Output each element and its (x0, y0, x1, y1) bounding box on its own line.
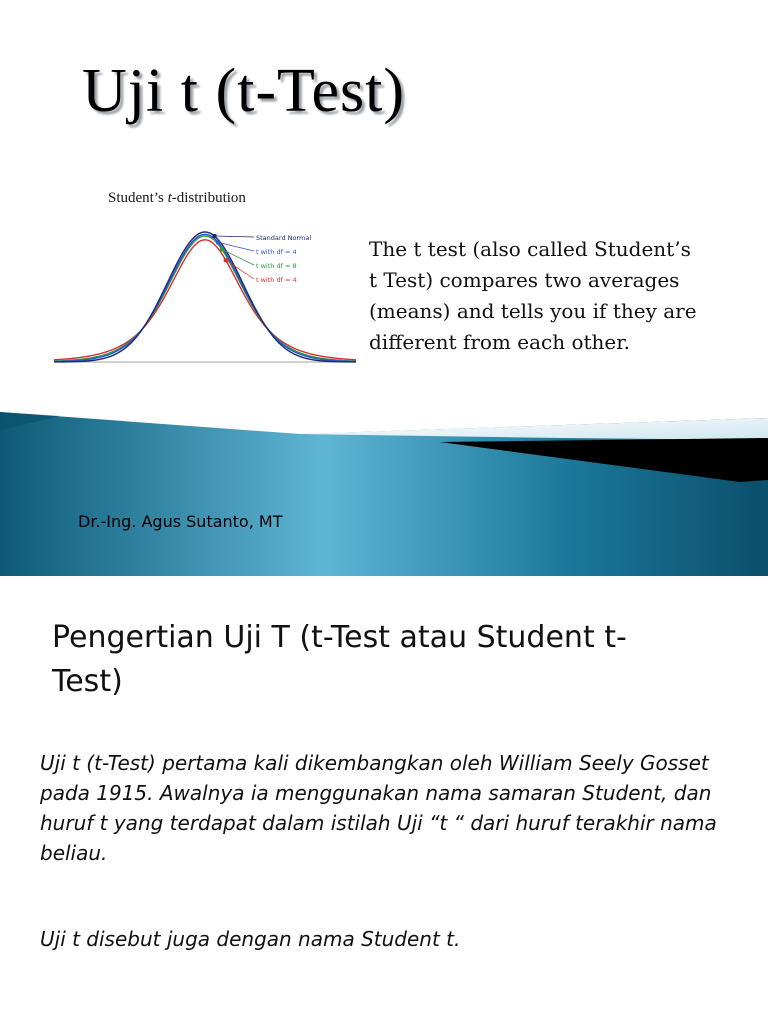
legend-marker (212, 234, 216, 238)
decorative-band (0, 412, 768, 576)
paragraph-history: Uji t (t-Test) pertama kali dikembangkan oleh William Seely Gosset pada 1915. Awalnya ia menggunakan nama samaran Student, dan huruf t yang terdapat dalam istilah Uji “t “ dari huruf terakhir nama beliau. (40, 751, 717, 865)
legend-label: t with df = 4 (256, 276, 297, 284)
legend-label: Standard Normal (256, 234, 312, 242)
legend-label: t with df = 8 (256, 262, 297, 270)
author-name: Dr.-Ing. Agus Sutanto, MT (78, 512, 283, 531)
t-distribution-figure (40, 184, 370, 374)
content-slide (0, 586, 768, 1024)
curve-standard-normal (54, 232, 356, 362)
legend-marker (216, 240, 220, 244)
curve-t-df-8 (54, 236, 356, 361)
legend-label: t with df = 4 (256, 248, 297, 256)
legend-leader-line (214, 236, 254, 237)
legend-marker (224, 258, 228, 262)
slide-heading: Pengertian Uji T (t-Test atau Student t-Test) (52, 620, 627, 699)
paragraph-alias: Uji t disebut juga dengan nama Student t. (40, 927, 461, 951)
slide-description: The t test (also called Student’s t Test) compares two averages (means) and tells you if they are different from each other. (369, 237, 697, 354)
slide-title: Uji t (t-Test) (82, 57, 406, 125)
figure-title: Student’s t-distribution (108, 190, 246, 206)
legend-marker (220, 247, 224, 251)
curve-t-df-4-red (54, 240, 356, 360)
curve-t-df-4-blue (54, 234, 356, 361)
t-distribution-chart (40, 184, 370, 374)
